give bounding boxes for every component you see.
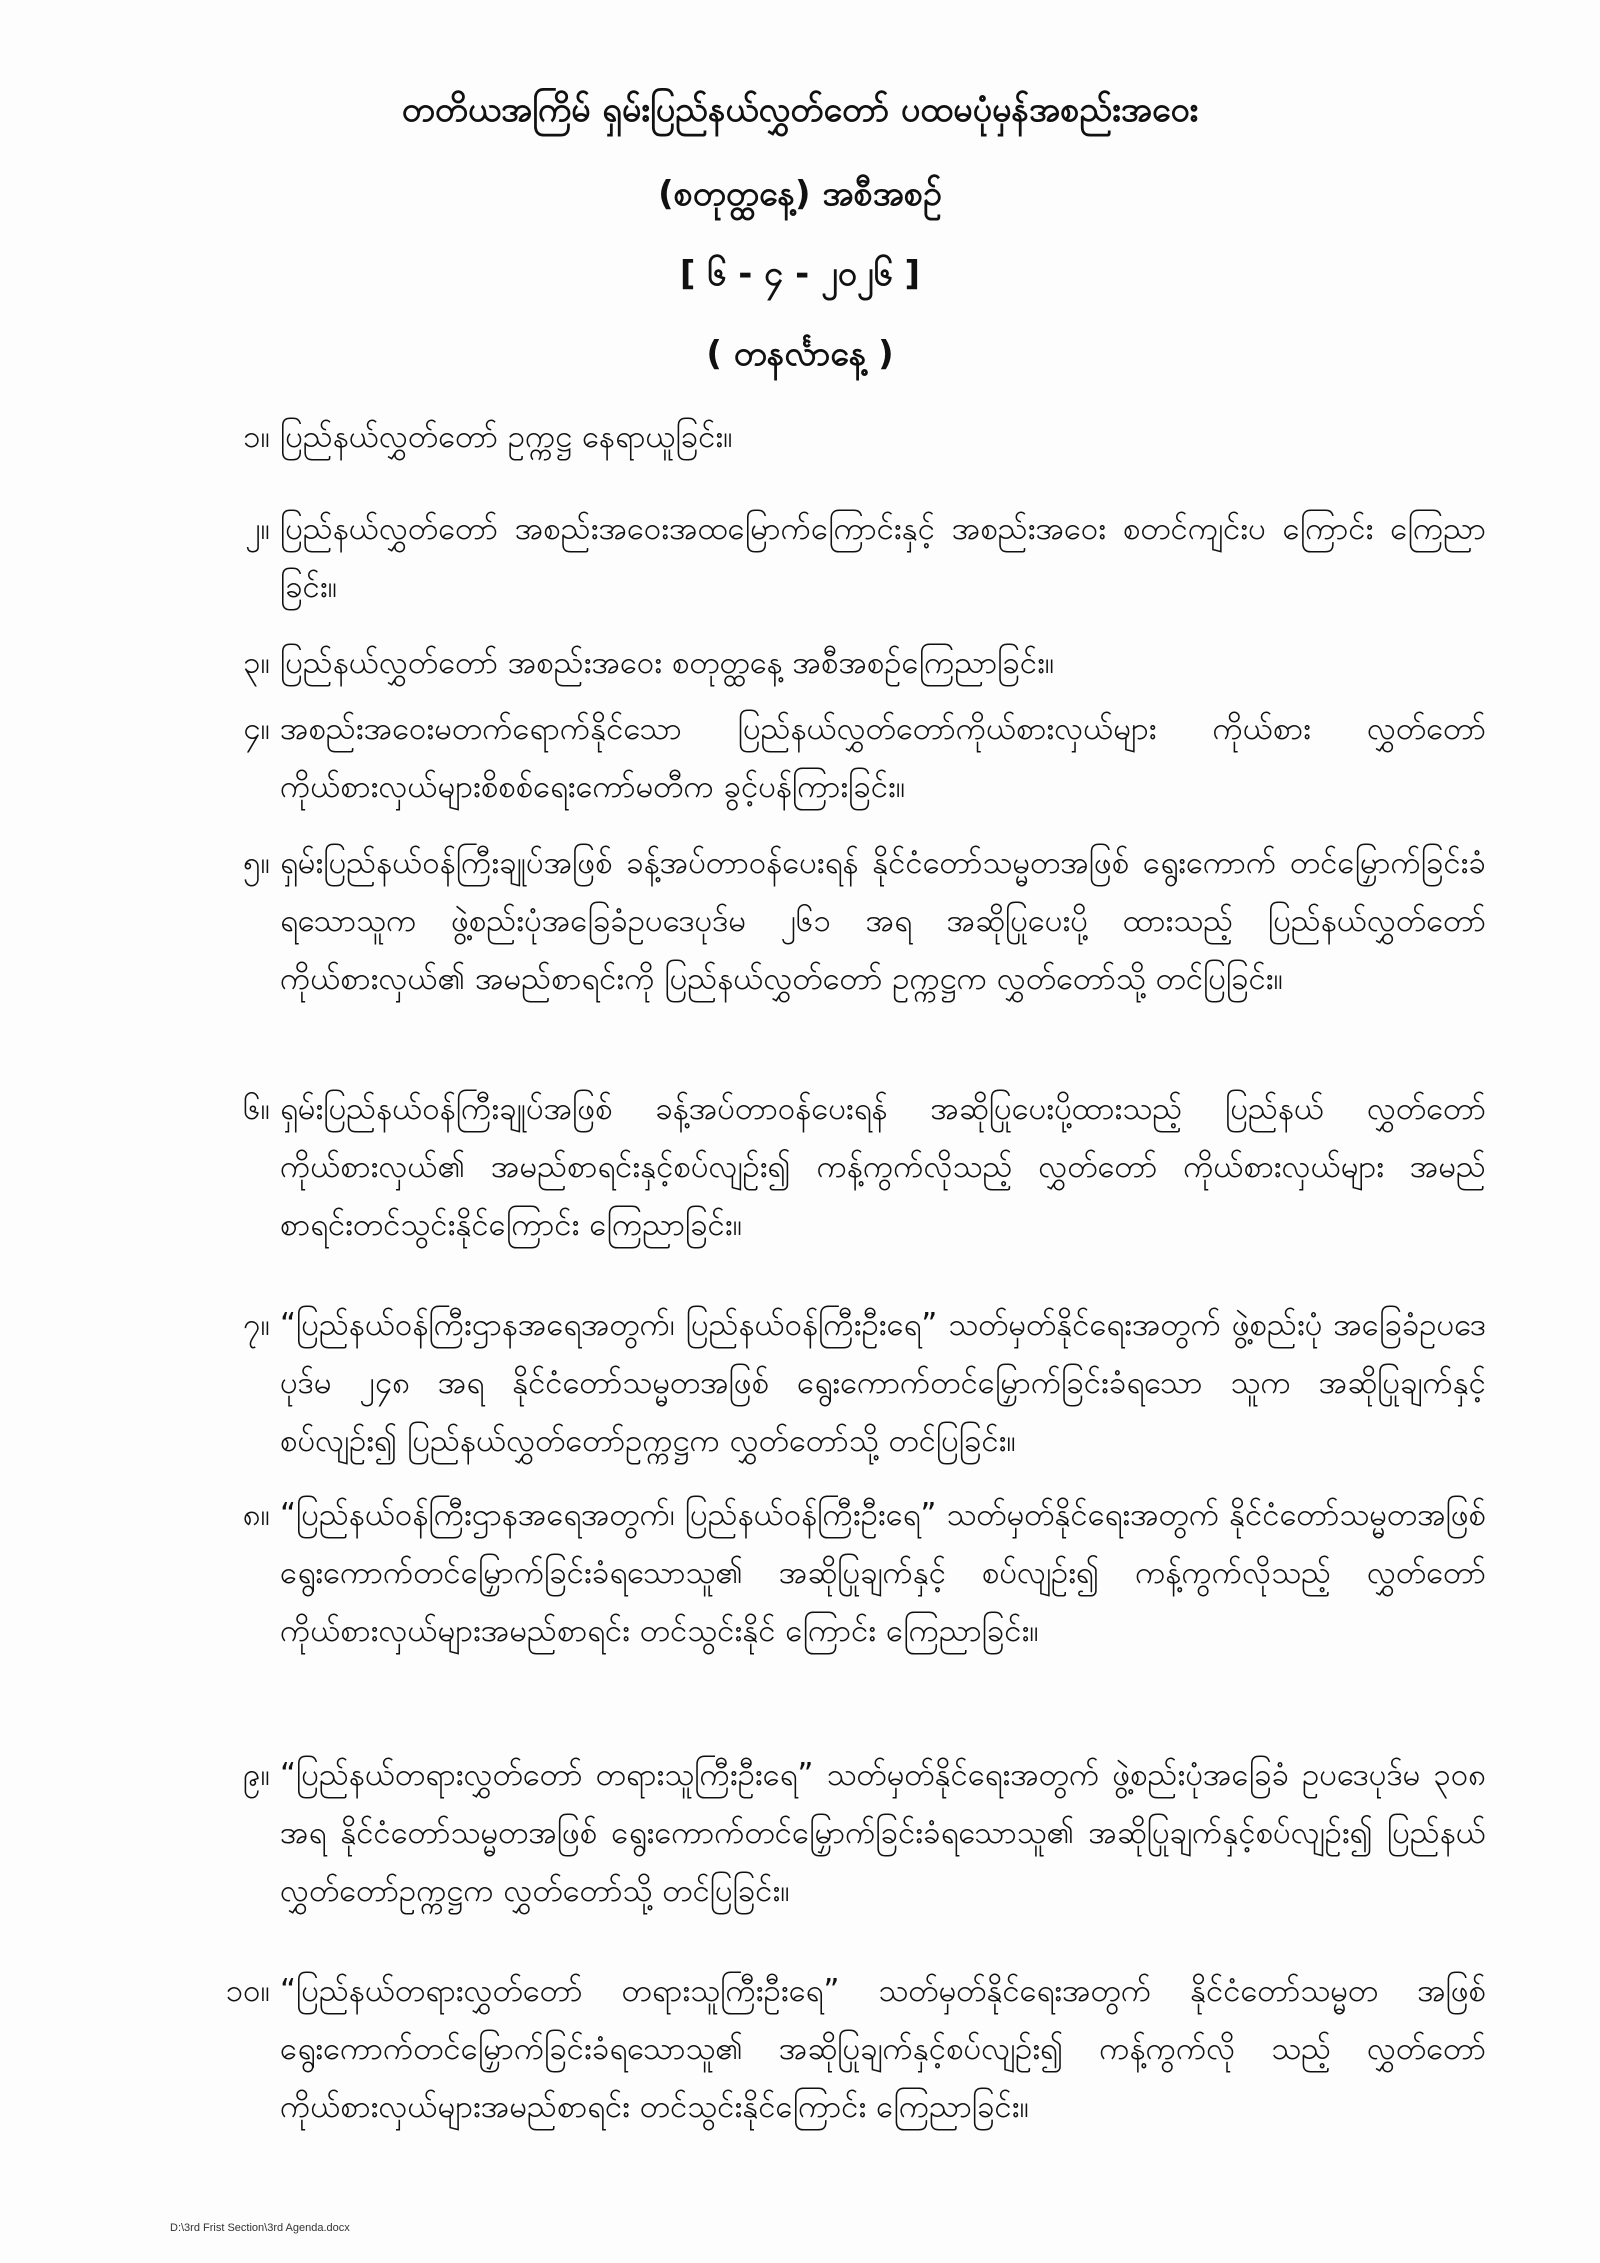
document-subtitle: (စတုတ္ထနေ့) အစီအစဉ် xyxy=(658,174,942,214)
footer-file-path: D:\3rd Frist Section\3rd Agenda.docx xyxy=(170,2222,350,2234)
agenda-item-text: “ပြည်နယ်ဝန်ကြီးဌာနအရေအတွက်၊ ပြည်နယ်ဝန်ကြီးဦးရေ” သတ်မှတ်နိုင်ရေးအတွက် နိုင်ငံတော်သမ္မတအဖြစ် ရွေးကောက်တင်မြှောက်ခြင်းခံရသောသူ၏ အဆိုပြုချက်နှင့် စပ်လျဉ်း၍ ကန့်ကွက်လိုသည့် လွှတ်တော်ကိုယ်စားလှယ်များအမည်စာရင်း တင်သွင်းနိုင် ကြောင်း ကြေညာခြင်း။ xyxy=(280,1497,1486,1649)
agenda-item-text: အစည်းအဝေးမတက်ရောက်နိုင်သော ပြည်နယ်လွှတ်တော်ကိုယ်စားလှယ်များ ကိုယ်စား လွှတ်တော်ကိုယ်စားလှယ်များစိစစ်ရေးကော်မတီက ခွင့်ပန်ကြားခြင်း။ xyxy=(280,711,1486,805)
agenda-item-text: ရှမ်းပြည်နယ်ဝန်ကြီးချုပ်အဖြစ် ခန့်အပ်တာဝန်ပေးရန် အဆိုပြုပေးပို့ထားသည့် ပြည်နယ် လွှတ်တော်ကိုယ်စားလှယ်၏ အမည်စာရင်းနှင့်စပ်လျဉ်း၍ ကန့်ကွက်လိုသည့် လွှတ်တော် ကိုယ်စားလှယ်များ အမည်စာရင်းတင်သွင်းနိုင်ကြောင်း ကြေညာခြင်း။ xyxy=(280,1091,1486,1243)
document-day: ( တနင်္လာနေ့ ) xyxy=(706,334,894,374)
agenda-item-number: ၆။ xyxy=(243,1091,270,1127)
agenda-item-number: ၄။ xyxy=(243,711,270,747)
agenda-item-number: ၈။ xyxy=(242,1497,270,1533)
agenda-item-number: ၂။ xyxy=(245,511,270,547)
agenda-item-text: “ပြည်နယ်တရားလွှတ်တော် တရားသူကြီးဦးရေ” သတ်မှတ်နိုင်ရေးအတွက် ဖွဲ့စည်းပုံအခြေခံ ဥပဒေပုဒ်မ ၃၀၈ အရ နိုင်ငံတော်သမ္မတအဖြစ် ရွေးကောက်တင်မြှောက်ခြင်းခံရသောသူ၏ အဆိုပြုချက်နှင့်စပ်လျဉ်း၍ ပြည်နယ်လွှတ်တော်ဥက္ကဋ္ဌက လွှတ်တော်သို့ တင်ပြခြင်း။ xyxy=(280,1757,1486,1909)
document-date: [ ၆ - ၄ - ၂၀၂၆ ] xyxy=(679,254,921,294)
agenda-item-text: ရှမ်းပြည်နယ်ဝန်ကြီးချုပ်အဖြစ် ခန့်အပ်တာဝန်ပေးရန် နိုင်ငံတော်သမ္မတအဖြစ် ရွေးကောက် တင်မြှောက်ခြင်းခံရသောသူက ဖွဲ့စည်းပုံအခြေခံဥပဒေပုဒ်မ ၂၆၁ အရ အဆိုပြုပေးပို့ ထားသည့် ပြည်နယ်လွှတ်တော်ကိုယ်စားလှယ်၏ အမည်စာရင်းကို ပြည်နယ်လွှတ်တော် ဥက္ကဋ္ဌက လွှတ်တော်သို့ တင်ပြခြင်း။ xyxy=(280,845,1486,997)
agenda-item-text: “ပြည်နယ်တရားလွှတ်တော် တရားသူကြီးဦးရေ” သတ်မှတ်နိုင်ရေးအတွက် နိုင်ငံတော်သမ္မတ အဖြစ် ရွေးကောက်တင်မြှောက်ခြင်းခံရသောသူ၏ အဆိုပြုချက်နှင့်စပ်လျဉ်း၍ ကန့်ကွက်လို သည့် လွှတ်တော်ကိုယ်စားလှယ်များအမည်စာရင်း တင်သွင်းနိုင်ကြောင်း ကြေညာခြင်း။ xyxy=(280,1973,1486,2125)
agenda-item-number: ၁၀။ xyxy=(225,1973,270,2009)
agenda-item-number: ၇။ xyxy=(243,1307,270,1343)
agenda-item-text: ပြည်နယ်လွှတ်တော် အစည်းအဝေးအထမြောက်ကြောင်းနှင့် အစည်းအဝေး စတင်ကျင်းပ ကြောင်း ကြေညာခြင်း။ xyxy=(280,511,1486,605)
agenda-item-number: ၃။ xyxy=(243,645,270,681)
agenda-item-text: ပြည်နယ်လွှတ်တော် ဥက္ကဋ္ဌ နေရာယူခြင်း။ xyxy=(280,419,733,455)
agenda-item-text: “ပြည်နယ်ဝန်ကြီးဌာနအရေအတွက်၊ ပြည်နယ်ဝန်ကြီးဦးရေ” သတ်မှတ်နိုင်ရေးအတွက် ဖွဲ့စည်းပုံ အခြေခံဥပဒေ ပုဒ်မ ၂၄၈ အရ နိုင်ငံတော်သမ္မတအဖြစ် ရွေးကောက်တင်မြှောက်ခြင်းခံရသော သူက အဆိုပြုချက်နှင့်စပ်လျဉ်း၍ ပြည်နယ်လွှတ်တော်ဥက္ကဋ္ဌက လွှတ်တော်သို့ တင်ပြခြင်း။ xyxy=(280,1307,1486,1459)
agenda-item-number: ၅။ xyxy=(243,845,270,881)
agenda-item-text: ပြည်နယ်လွှတ်တော် အစည်းအဝေး စတုတ္ထနေ့ အစီအစဉ်ကြေညာခြင်း။ xyxy=(280,645,1055,681)
document-title: တတိယအကြိမ် ရှမ်းပြည်နယ်လွှတ်တော် ပထမပုံမှန်အစည်းအဝေး xyxy=(401,90,1199,130)
agenda-item-number: ၉။ xyxy=(243,1757,270,1793)
agenda-item-number: ၁။ xyxy=(243,419,270,455)
